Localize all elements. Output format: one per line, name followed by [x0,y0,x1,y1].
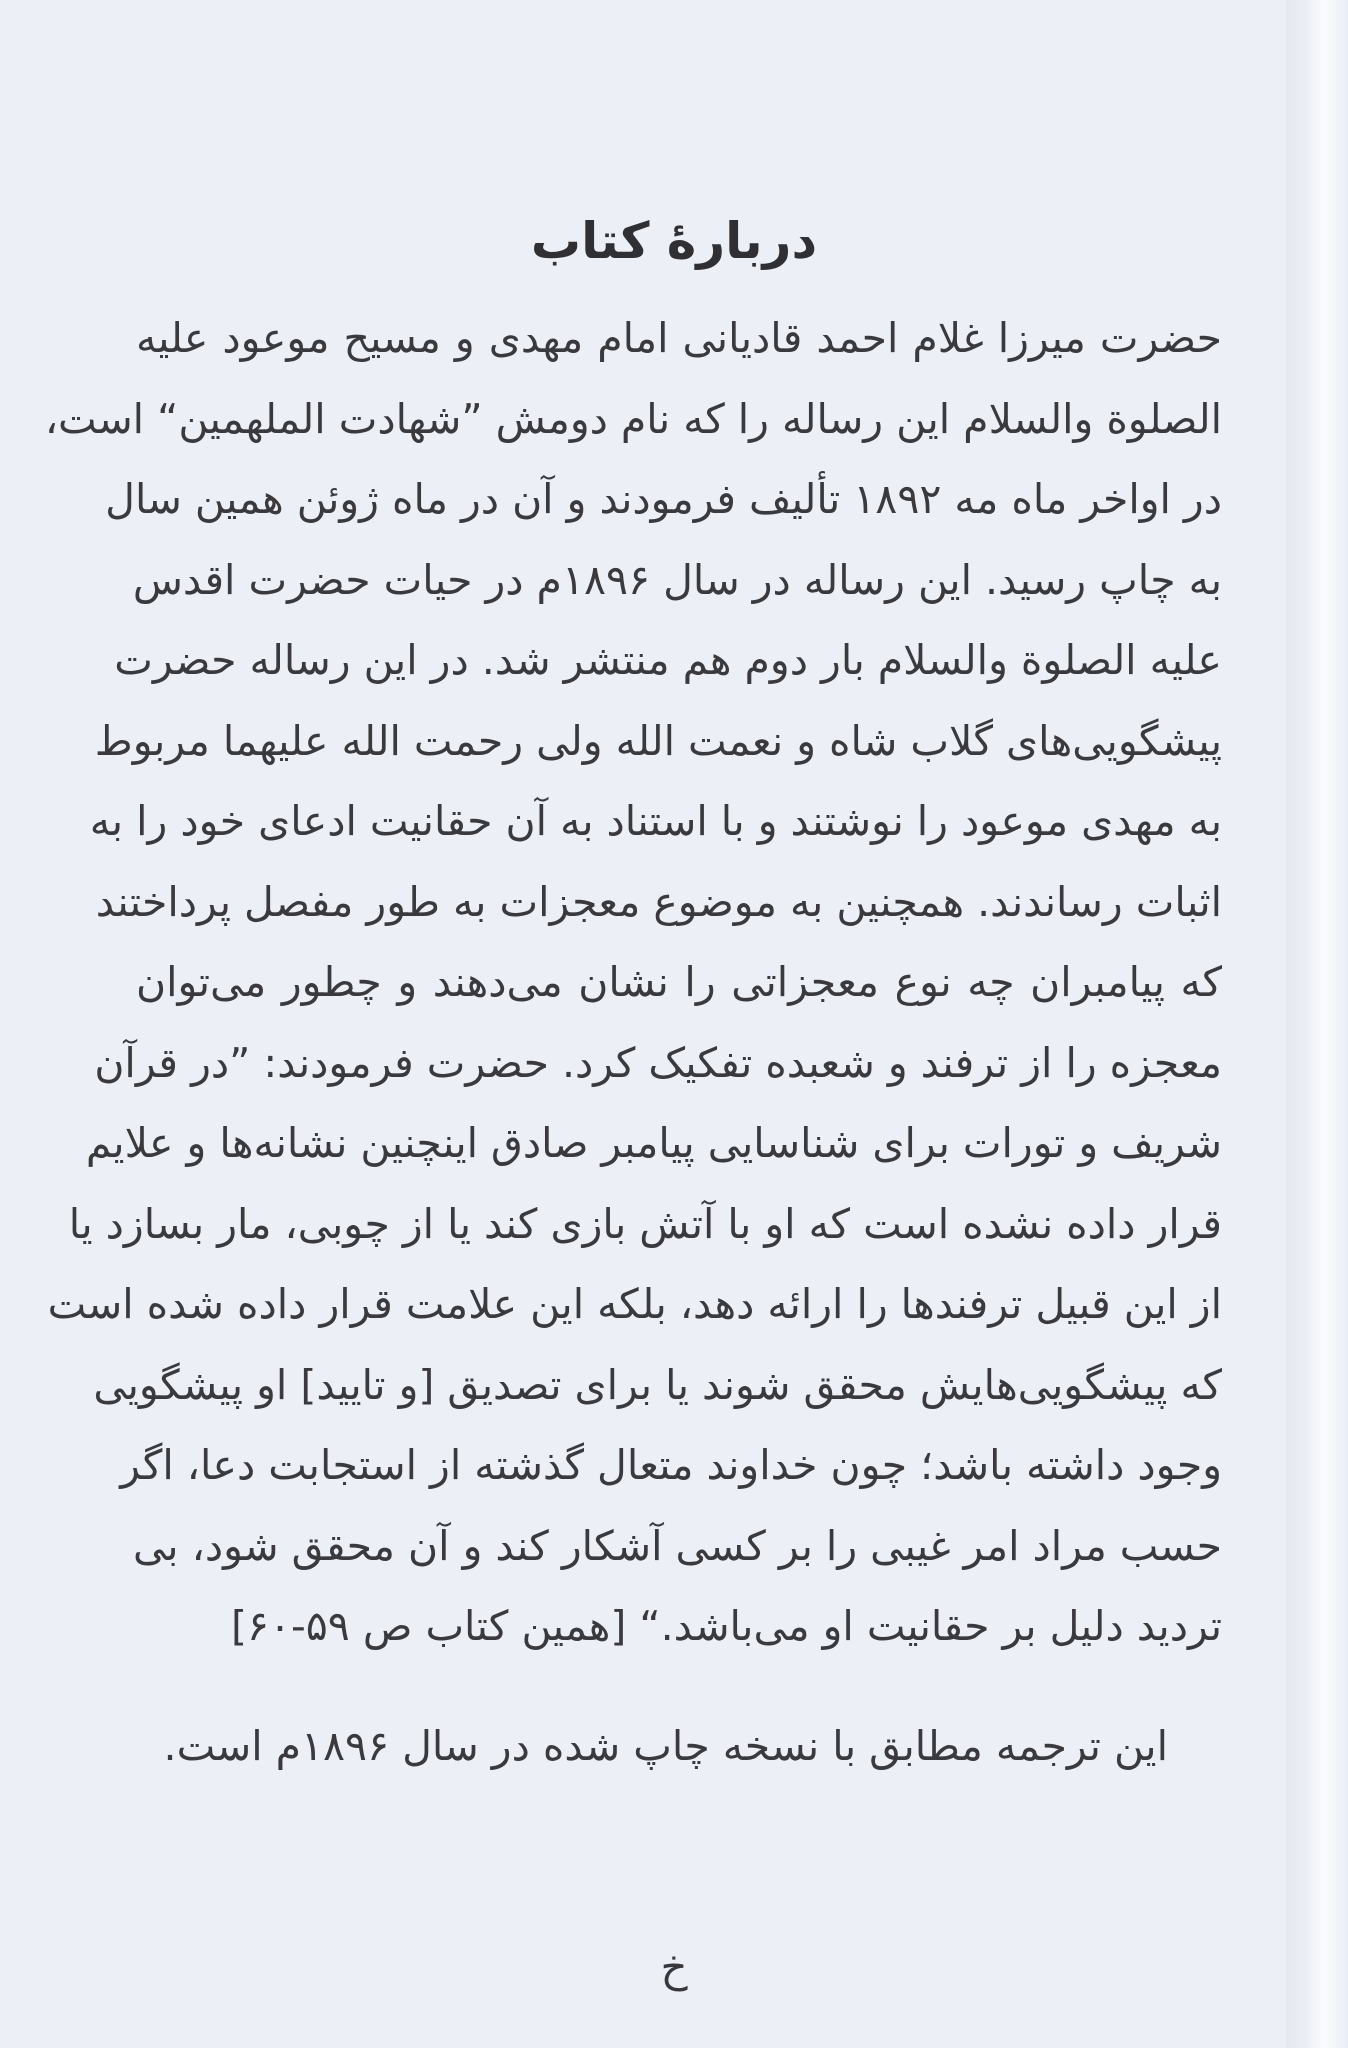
body-line: علیه الصلوة والسلام بار دوم هم منتشر شد. در این رساله حضرت [114,636,1222,684]
body-line-last: تردید دلیل بر حقانیت او می‌باشد.“ [همین کتاب ص ۵۹-۶۰] [230,1602,1222,1650]
body-line: وجود داشته باشد؛ چون خداوند متعال گذشته از استجابت دعا، اگر [120,1441,1222,1489]
body-line: شریف و تورات برای شناسایی پیامبر صادق اینچنین نشانه‌ها و علایم [85,1119,1222,1167]
body-line: قرار داده نشده است که او با آتش بازی کند یا از چوبی، مار بسازد یا [68,1199,1222,1248]
body-line: پیشگویی‌های گلاب شاه و نعمت الله ولی رحمت الله علیهما مربوط [94,716,1222,765]
body-line: در اواخر ماه مه ۱۸۹۲ تألیف فرمودند و آن در ماه ژوئن همین سال [105,475,1222,523]
body-paragraph [44,298,1222,1667]
page-title: دربارهٔ کتاب [530,212,818,270]
body-line: معجزه را از ترفند و شعبده تفکیک کرد. حضرت فرمودند: ”در قرآن [94,1038,1222,1087]
body-line: که پیشگویی‌هایش محقق شوند یا برای تصدیق [و تایید] او پیشگویی [93,1360,1222,1409]
body-line: به چاپ رسید. این رساله در سال ۱۸۹۶م در حیات حضرت اقدس [132,555,1222,604]
body-line: به مهدی موعود را نوشتند و با استناد به آن حقانیت ادعای خود را به [89,797,1222,845]
body-line: اثبات رساندند. همچنین به موضوع معجزات به طور مفصل پرداختند [95,877,1222,926]
body-line: الصلوة والسلام این رساله را که نام دومش ”شهادت الملهمین“ است، [44,394,1222,443]
translation-note: این ترجمه مطابق با نسخه چاپ شده در سال ۱۸۹۶م است. [163,1722,1168,1770]
body-line: از این قبیل ترفندها را ارائه دهد، بلکه این علامت قرار داده شده است [47,1280,1222,1328]
body-line: که پیامبران چه نوع معجزاتی را نشان می‌دهند و چطور می‌توان [136,958,1222,1006]
body-line: حسب مراد امر غیبی را بر کسی آشکار کند و آن محقق شود، بی [132,1521,1222,1570]
page-number: خ [660,1942,688,1991]
body-line: حضرت میرزا غلام احمد قادیانی امام مهدی و مسیح موعود علیه [136,314,1222,362]
